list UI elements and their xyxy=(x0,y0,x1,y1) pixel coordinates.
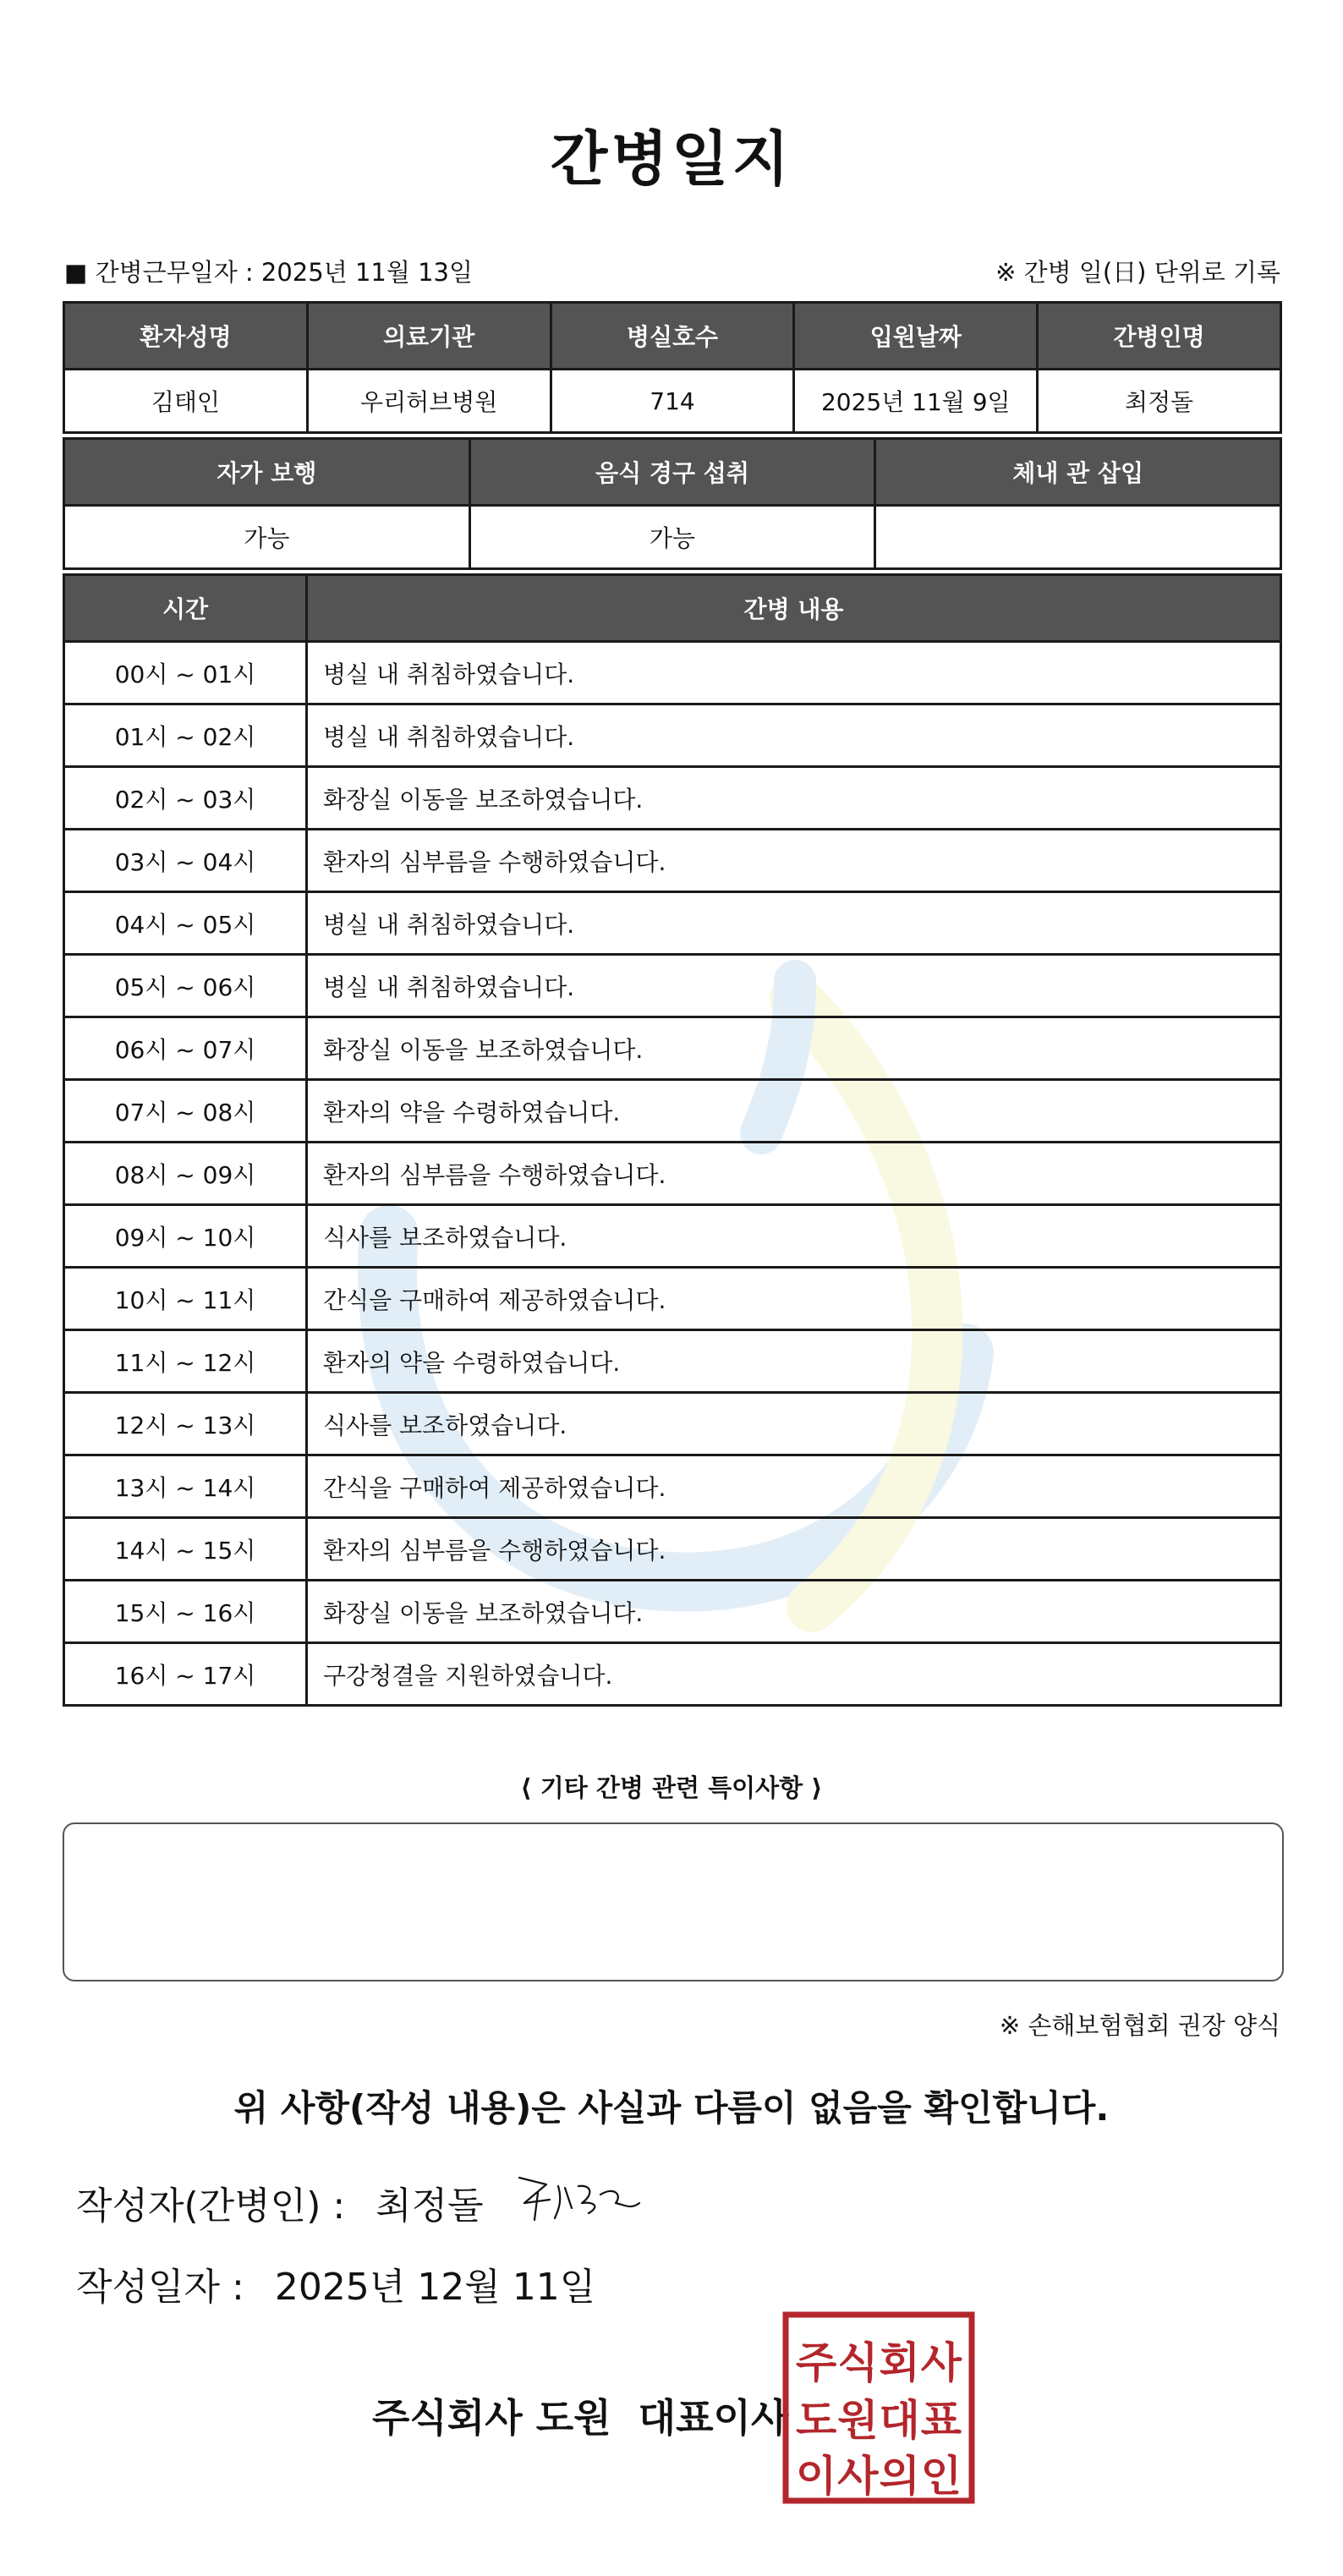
care-content-cell: 환자의 약을 수령하였습니다. xyxy=(307,1080,1281,1143)
care-content-cell: 화장실 이동을 보조하였습니다. xyxy=(307,1581,1281,1643)
write-date-row xyxy=(76,2256,595,2310)
table-row xyxy=(64,830,1281,892)
confirmation-statement: 위 사항(작성 내용)은 사실과 다름이 없음을 확인합니다. xyxy=(233,2087,1110,2129)
care-log-table xyxy=(63,573,1282,1707)
header-hospital: 의료기관 xyxy=(307,303,551,370)
hospital: 우리허브병원 xyxy=(307,370,551,433)
care-content-cell: 간식을 구매하여 제공하였습니다. xyxy=(307,1268,1281,1330)
table-row xyxy=(64,1017,1281,1080)
table-row xyxy=(64,1393,1281,1455)
time-cell: 10시 ~ 11시 xyxy=(64,1268,307,1330)
table-row xyxy=(64,1518,1281,1581)
time-cell: 03시 ~ 04시 xyxy=(64,830,307,892)
time-cell: 00시 ~ 01시 xyxy=(64,642,307,704)
header-patient-name: 환자성명 xyxy=(64,303,308,370)
care-content-cell: 병실 내 취침하였습니다. xyxy=(307,892,1281,955)
company-seal-stamp xyxy=(782,2311,975,2504)
header-self-walking: 자가 보행 xyxy=(64,439,470,506)
oral-intake-value: 가능 xyxy=(469,506,875,569)
care-content-cell: 식사를 보조하였습니다. xyxy=(307,1205,1281,1268)
time-cell: 14시 ~ 15시 xyxy=(64,1518,307,1581)
table-row xyxy=(64,955,1281,1017)
care-content-cell: 환자의 심부름을 수행하였습니다. xyxy=(307,1518,1281,1581)
table-row xyxy=(64,1455,1281,1518)
patient-name: 김태인 xyxy=(64,370,308,433)
work-date: ■ 간병근무일자 : 2025년 11월 13일 xyxy=(64,258,473,287)
header-room-number: 병실호수 xyxy=(551,303,794,370)
table-row xyxy=(64,892,1281,955)
self-walking-value: 가능 xyxy=(64,506,470,569)
care-content-cell: 구강청결을 지원하였습니다. xyxy=(307,1643,1281,1706)
company-signature-line: 주식회사 도원 대표이사 xyxy=(372,2395,789,2441)
care-content-cell: 환자의 약을 수령하였습니다. xyxy=(307,1330,1281,1393)
care-content-cell: 병실 내 취침하였습니다. xyxy=(307,955,1281,1017)
note-top: ※ 간병 일(日) 단위로 기록 xyxy=(995,258,1280,287)
table-row xyxy=(64,642,1281,704)
care-content-cell: 식사를 보조하였습니다. xyxy=(307,1393,1281,1455)
time-cell: 01시 ~ 02시 xyxy=(64,704,307,767)
time-cell: 16시 ~ 17시 xyxy=(64,1643,307,1706)
table-row xyxy=(64,1581,1281,1643)
time-cell: 05시 ~ 06시 xyxy=(64,955,307,1017)
care-content-cell: 간식을 구매하여 제공하였습니다. xyxy=(307,1455,1281,1518)
patient-info-table xyxy=(63,301,1282,434)
table-row xyxy=(64,1268,1281,1330)
care-content-cell: 환자의 심부름을 수행하였습니다. xyxy=(307,830,1281,892)
write-date-label: 작성일자 : xyxy=(76,2266,244,2309)
room-number: 714 xyxy=(551,370,794,433)
time-cell: 06시 ~ 07시 xyxy=(64,1017,307,1080)
table-row xyxy=(64,1643,1281,1706)
time-cell: 15시 ~ 16시 xyxy=(64,1581,307,1643)
caregiver-name: 최정돌 xyxy=(1038,370,1281,433)
page-title: 간병일지 xyxy=(550,124,793,194)
special-notes-box xyxy=(63,1822,1284,1981)
writer-label: 작성자(간병인) : xyxy=(76,2184,346,2228)
time-cell: 02시 ~ 03시 xyxy=(64,767,307,830)
care-content-cell: 화장실 이동을 보조하였습니다. xyxy=(307,767,1281,830)
care-content-cell: 화장실 이동을 보조하였습니다. xyxy=(307,1017,1281,1080)
tube-insertion-value xyxy=(875,506,1281,569)
time-cell: 13시 ~ 14시 xyxy=(64,1455,307,1518)
admission-date: 2025년 11월 9일 xyxy=(794,370,1038,433)
header-tube-insertion: 체내 관 삽입 xyxy=(875,439,1281,506)
table-row xyxy=(64,1080,1281,1143)
table-row xyxy=(64,704,1281,767)
care-content-cell: 병실 내 취침하였습니다. xyxy=(307,704,1281,767)
header-caregiver-name: 간병인명 xyxy=(1038,303,1281,370)
writer-name: 최정돌 xyxy=(375,2184,484,2228)
care-content-cell: 병실 내 취침하였습니다. xyxy=(307,642,1281,704)
table-row xyxy=(64,767,1281,830)
svg-text:이사의인: 이사의인 xyxy=(796,2452,962,2501)
note-bottom: ※ 손해보험협회 권장 양식 xyxy=(999,2011,1280,2040)
patient-status-table xyxy=(63,437,1282,570)
header-care-content: 간병 내용 xyxy=(307,575,1281,642)
header-oral-intake: 음식 경구 섭취 xyxy=(469,439,875,506)
time-cell: 12시 ~ 13시 xyxy=(64,1393,307,1455)
handwritten-signature xyxy=(513,2169,644,2228)
table-row xyxy=(64,1143,1281,1205)
care-content-cell: 환자의 심부름을 수행하였습니다. xyxy=(307,1143,1281,1205)
time-cell: 09시 ~ 10시 xyxy=(64,1205,307,1268)
special-notes-title: ⟨ 기타 간병 관련 특이사항 ⟩ xyxy=(520,1773,823,1802)
svg-text:주식회사: 주식회사 xyxy=(796,2338,962,2387)
table-row xyxy=(64,1330,1281,1393)
write-date: 2025년 12월 11일 xyxy=(274,2266,596,2309)
time-cell: 11시 ~ 12시 xyxy=(64,1330,307,1393)
time-cell: 07시 ~ 08시 xyxy=(64,1080,307,1143)
time-cell: 08시 ~ 09시 xyxy=(64,1143,307,1205)
time-cell: 04시 ~ 05시 xyxy=(64,892,307,955)
writer-row xyxy=(76,2175,484,2229)
header-admission-date: 입원날짜 xyxy=(794,303,1038,370)
header-time: 시간 xyxy=(64,575,307,642)
table-row xyxy=(64,1205,1281,1268)
svg-text:도원대표: 도원대표 xyxy=(796,2396,962,2445)
